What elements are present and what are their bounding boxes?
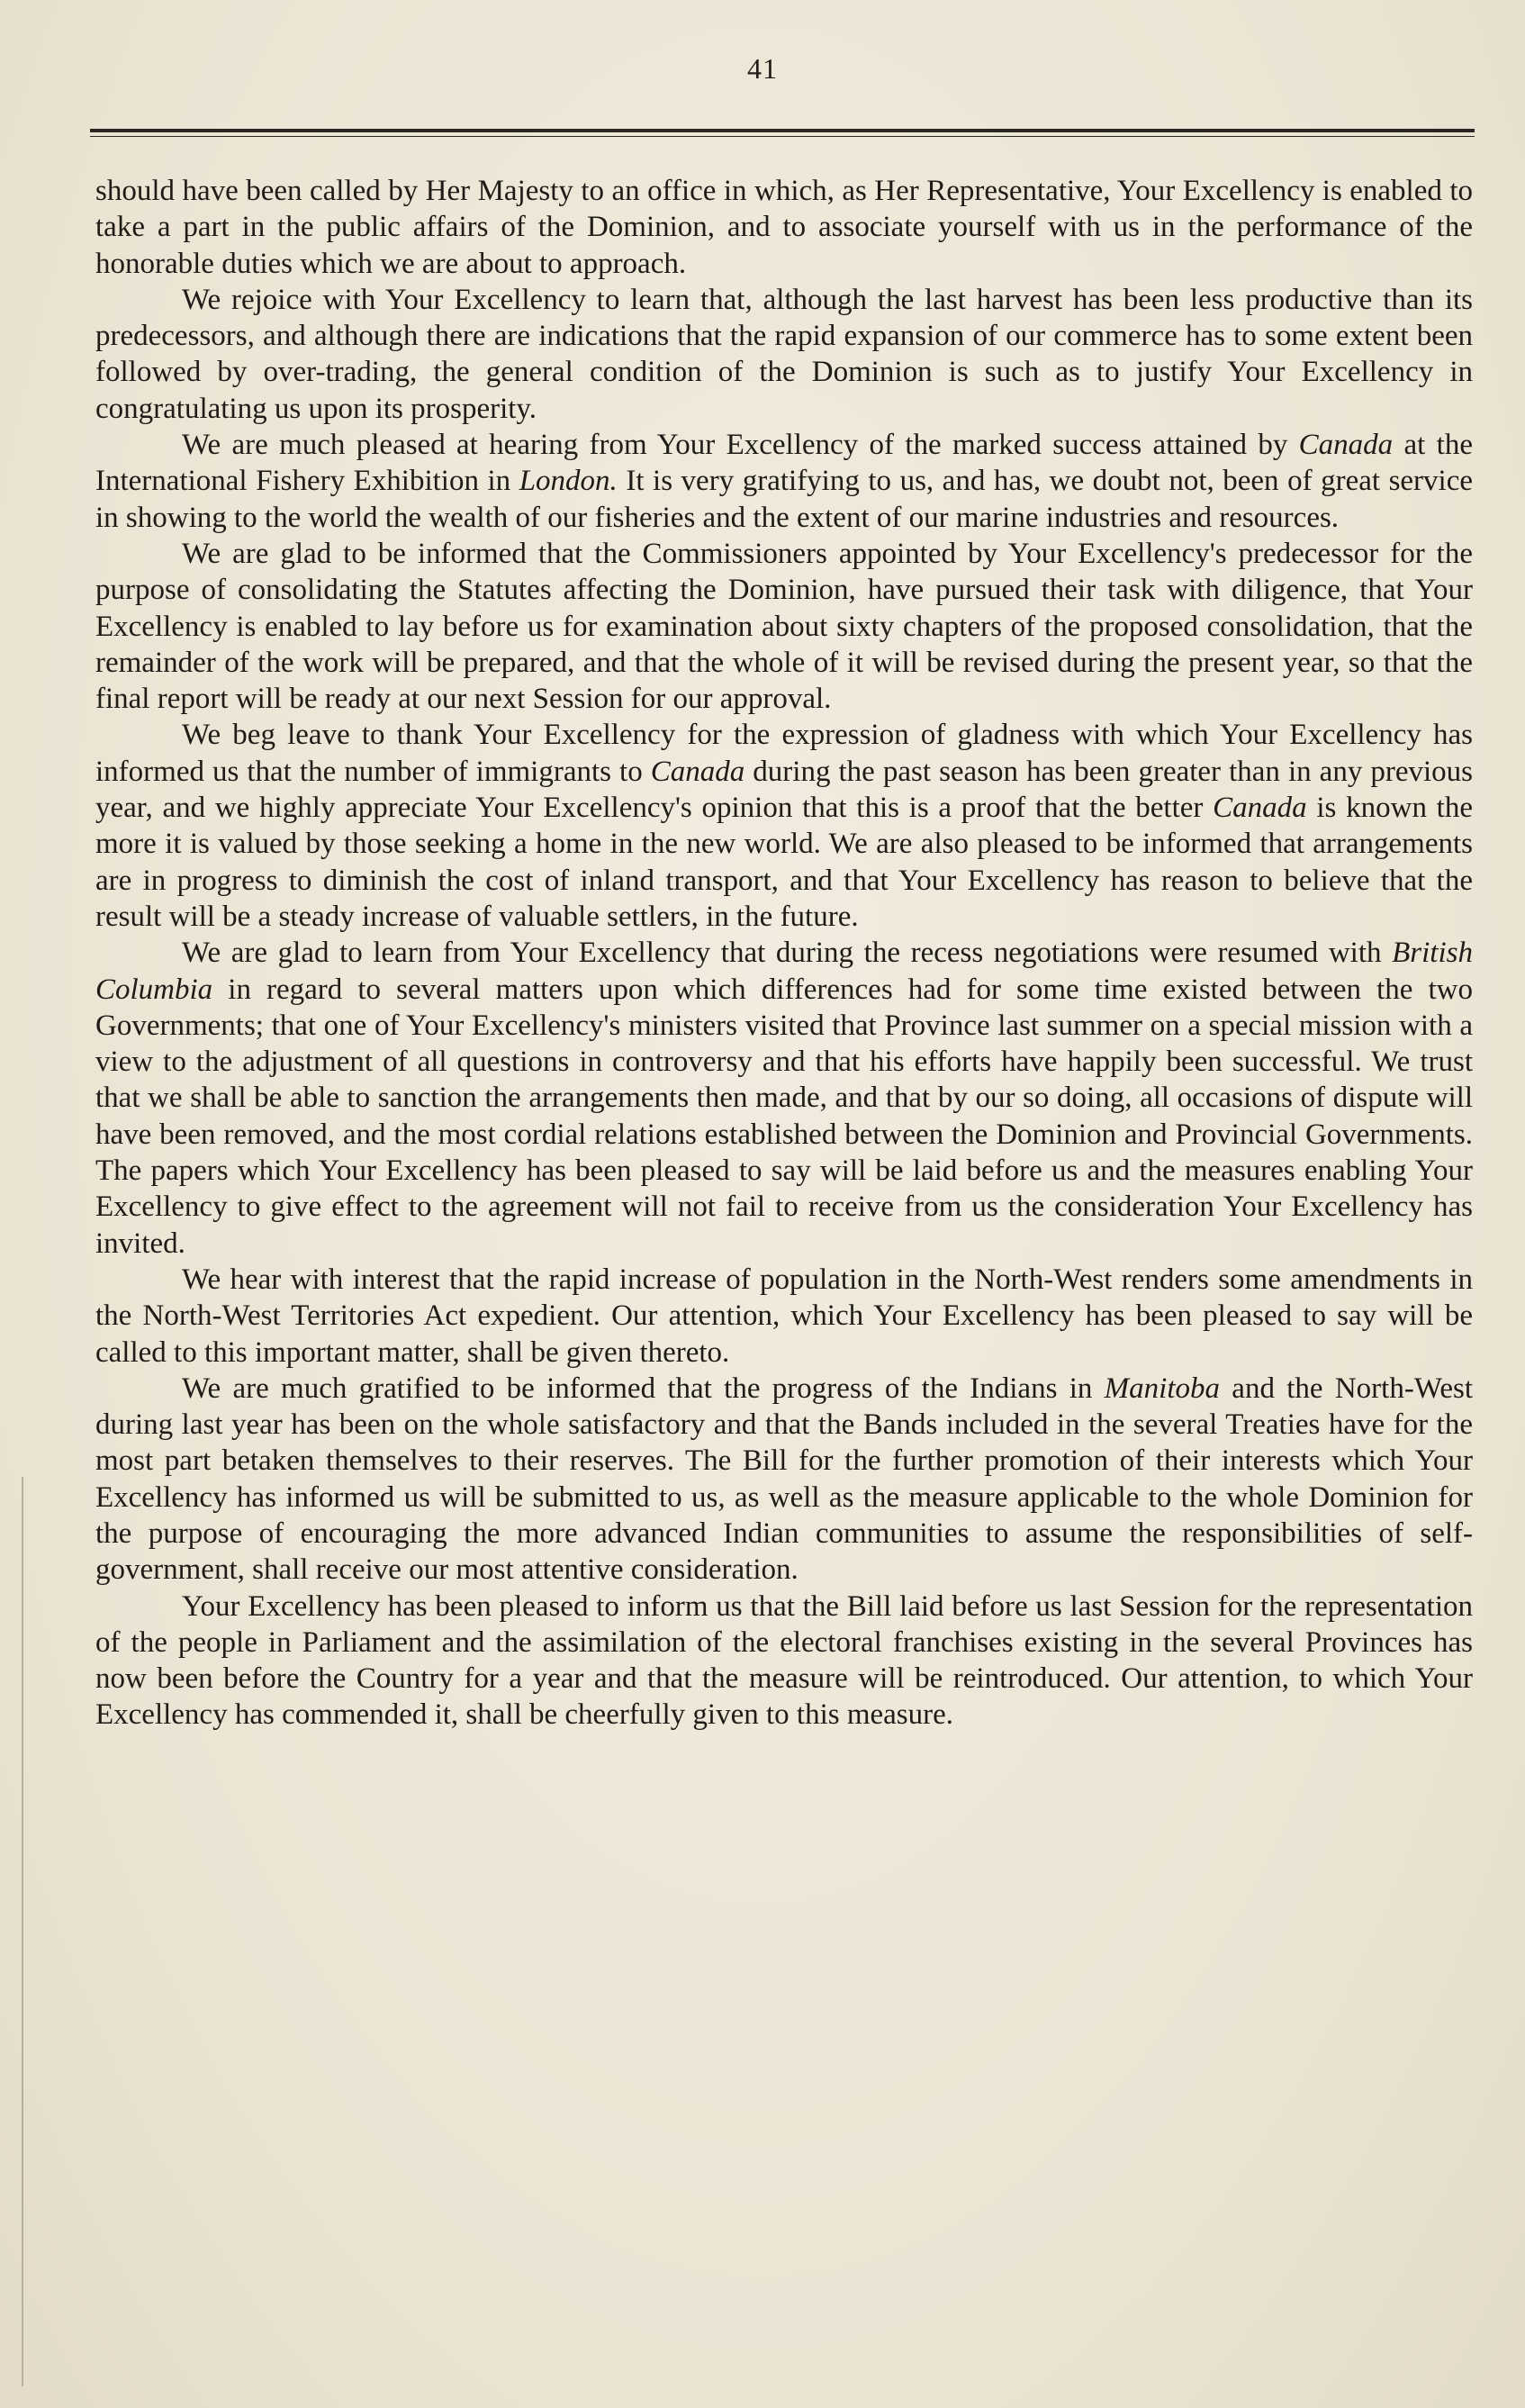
paragraph <box>95 536 1473 717</box>
paragraph-text: We are glad to learn from Your Excellency that during the recess negotiations were resumed with <box>182 937 1393 970</box>
italic-text: Canada <box>1298 429 1394 462</box>
paragraph <box>95 282 1473 427</box>
page-number: 41 <box>747 52 778 85</box>
paragraph-text: It is very gratifying to us, and has, we doubt not, been of great service in showing to the world the wealth of our fisheries and the extent of our marine industries and resources. <box>95 465 1474 534</box>
paragraph-text: is known the more it is valued by those seeking a home in the new world. We are also pleased to be informed that arrangements are in progress to diminish the cost of inland transport, and that Your Excellency has reason to believe that the result will be a steady increase of valuable settlers, in the future. <box>95 792 1473 933</box>
paragraph-text: and the North-West during last year has been on the whole satisfactory and that the Bands included in the several Treaties have for the most part betaken themselves to their reserves. The Bill for the further promotion of their interests which Your Excellency has informed us will be submitted to us, as well as the measure applicable to the whole Dominion for the purpose of encouraging the more advanced Indian communities to assume the responsibilities of self-government, shall receive our most attentive consideration. <box>95 1371 1473 1587</box>
paragraph-text: in regard to several matters upon which differences had for some time existed between the two Governments; that one of Your Excellency's ministers visited that Province last summer on a special mission with a view to the adjustment of all questions in controversy and that his efforts have happily been successful. We trust that we shall be able to sanction the arrangements then made, and that by our so doing, all occasions of dispute will have been removed, and the most cordial relations established between the Dominion and Provincial Governments. The papers which Your Excellency has been pleased to say will be laid before us and the measures enabling Your Excellency to give effect to the agreement will not fail to receive from us the consideration Your Excellency has invited. <box>95 973 1473 1260</box>
paragraph <box>95 935 1473 1262</box>
body-text <box>95 173 1473 1734</box>
page-edge-line <box>22 1477 23 2386</box>
paragraph-text: We are glad to be informed that the Commissioners appointed by Your Excellency's predecessor for the purpose of consolidating the Statutes affecting the Dominion, have pursued their task with diligence, that Your Excellency is enabled to lay before us for examination about sixty chapters of the proposed consolidation, that the remainder of the work will be prepared, and that the whole of it will be revised during the present year, so that the final report will be ready at our next Session for our approval. <box>95 537 1473 716</box>
paragraph <box>95 1589 1473 1734</box>
paragraph <box>95 717 1473 935</box>
paragraph-text: We beg leave to thank Your Excellency for the expression of gladness with which Your Excellency has informed us that the number of immigrants to <box>95 719 1473 788</box>
header-rule-thick <box>90 129 1475 132</box>
paragraph-text: Your Excellency has been pleased to inform us that the Bill laid before us last Session for the representation of the people in Parliament and the assimilation of the electoral franchises existing in the several Provinces has now been before the Country for a year and that the measure will be reintroduced. Our attention, to which Your Excellency has commended it, shall be cheerfully given to this measure. <box>95 1589 1473 1732</box>
paragraph-text: should have been called by Her Majesty to an office in which, as Her Representative, Your Excellency is enabled to take a part in the public affairs of the Dominion, and to associate yourself with us in the performance of the honorable duties which we are about to approach. <box>95 175 1473 280</box>
paragraph-text: We rejoice with Your Excellency to learn that, although the last harvest has been less productive than its predecessors, and although there are indications that the rapid expansion of our commerce has to some extent been followed by over-trading, the general condition of the Dominion is such as to justify Your Excellency in congratulating us upon its prosperity. <box>95 283 1473 425</box>
paragraph-text: at the International Fishery Exhibition in <box>95 429 1473 498</box>
italic-text: Canada <box>1213 792 1307 825</box>
italic-text: London. <box>519 465 618 498</box>
paragraph-text: We are much gratified to be informed that the progress of the Indians in <box>182 1371 1105 1405</box>
italic-text: Canada <box>650 755 745 788</box>
paragraph-text: We are much pleased at hearing from Your Excellency of the marked success attained by <box>182 429 1299 462</box>
header-rule-thin <box>90 136 1475 137</box>
paragraph <box>95 1262 1473 1371</box>
paragraph <box>95 427 1473 536</box>
paragraph-text: We hear with interest that the rapid increase of population in the North-West renders some amendments in the North-West Territories Act expedient. Our attention, which Your Excellency has been pleased to say will be called to this important matter, shall be given thereto. <box>95 1263 1473 1369</box>
italic-text: British Columbia <box>95 937 1473 1006</box>
italic-text: Manitoba <box>1104 1371 1220 1405</box>
paragraph-text: during the past season has been greater than in any previous year, and we highly appreciate Your Excellency's opinion that this is a proof that the better <box>95 755 1474 825</box>
paragraph <box>95 1371 1473 1589</box>
paragraph <box>95 173 1473 282</box>
